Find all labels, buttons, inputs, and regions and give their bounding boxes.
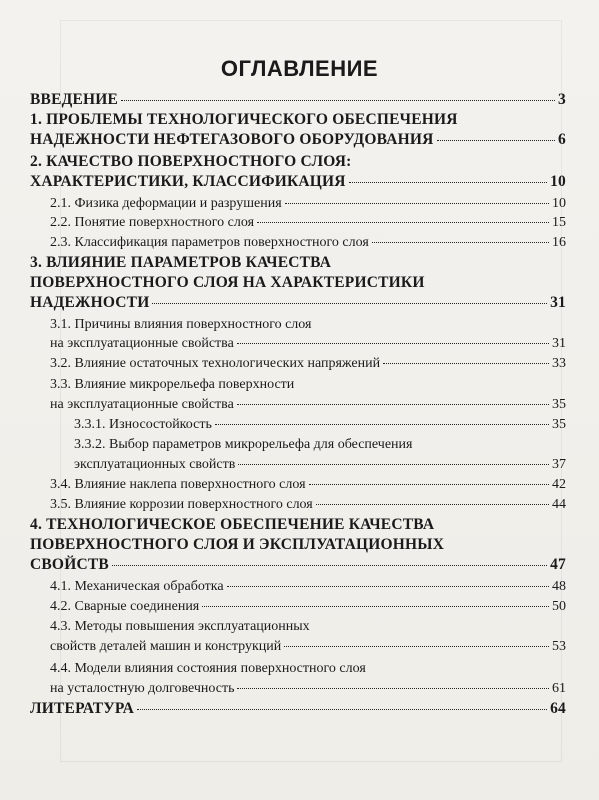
- toc-entry: 2. КАЧЕСТВО ПОВЕРХНОСТНОГО СЛОЯ:: [30, 153, 352, 170]
- toc-entry: 2.3. Классификация параметров поверхностного слоя 16: [50, 235, 566, 250]
- toc-entry: свойств деталей машин и конструкций 53: [50, 639, 566, 654]
- toc-entry: СВОЙСТВ 47: [30, 556, 566, 573]
- toc-entry: 4. ТЕХНОЛОГИЧЕСКОЕ ОБЕСПЕЧЕНИЕ КАЧЕСТВА: [30, 516, 435, 533]
- toc-entry: ЛИТЕРАТУРА 64: [30, 700, 566, 717]
- toc-entry: ХАРАКТЕРИСТИКИ, КЛАССИФИКАЦИЯ 10: [30, 173, 566, 190]
- toc-entry: 2.2. Понятие поверхностного слоя 15: [50, 215, 566, 230]
- toc-entry: 3.3.1. Износостойкость 35: [74, 417, 566, 432]
- toc-entry: на эксплуатационные свойства 31: [50, 336, 566, 351]
- toc-entry: НАДЕЖНОСТИ НЕФТЕГАЗОВОГО ОБОРУДОВАНИЯ 6: [30, 131, 566, 148]
- toc-entry: на усталостную долговечность 61: [50, 681, 566, 696]
- toc-entry: 4.2. Сварные соединения 50: [50, 599, 566, 614]
- toc-entry: ПОВЕРХНОСТНОГО СЛОЯ НА ХАРАКТЕРИСТИКИ: [30, 274, 425, 291]
- toc-entry: 4.3. Методы повышения эксплуатационных: [50, 619, 310, 634]
- toc-entry: 3. ВЛИЯНИЕ ПАРАМЕТРОВ КАЧЕСТВА: [30, 254, 332, 271]
- toc-entry: ВВЕДЕНИЕ 3: [30, 91, 566, 108]
- toc-entry: 2.1. Физика деформации и разрушения 10: [50, 196, 566, 211]
- toc-entry: НАДЕЖНОСТИ 31: [30, 294, 566, 311]
- toc-entry: 3.1. Причины влияния поверхностного слоя: [50, 317, 312, 332]
- toc-entry: 1. ПРОБЛЕМЫ ТЕХНОЛОГИЧЕСКОГО ОБЕСПЕЧЕНИЯ: [30, 111, 458, 128]
- toc-entry: на эксплуатационные свойства 35: [50, 397, 566, 412]
- toc-entry: эксплуатационных свойств 37: [74, 457, 566, 472]
- toc-entry: 3.3.2. Выбор параметров микрорельефа для обеспечения: [74, 437, 413, 452]
- toc-entry: ПОВЕРХНОСТНОГО СЛОЯ И ЭКСПЛУАТАЦИОННЫХ: [30, 536, 445, 553]
- page-title: ОГЛАВЛЕНИЕ: [220, 56, 379, 81]
- toc-entry: 3.4. Влияние наклепа поверхностного слоя 42: [50, 477, 566, 492]
- toc-entry: 4.4. Модели влияния состояния поверхностного слоя: [50, 661, 366, 676]
- toc-entry: 3.3. Влияние микрорельефа поверхности: [50, 377, 295, 392]
- toc-entry: 3.2. Влияние остаточных технологических напряжений 33: [50, 356, 566, 371]
- toc-entry: 3.5. Влияние коррозии поверхностного слоя 44: [50, 497, 566, 512]
- toc-entry: 4.1. Механическая обработка 48: [50, 579, 566, 594]
